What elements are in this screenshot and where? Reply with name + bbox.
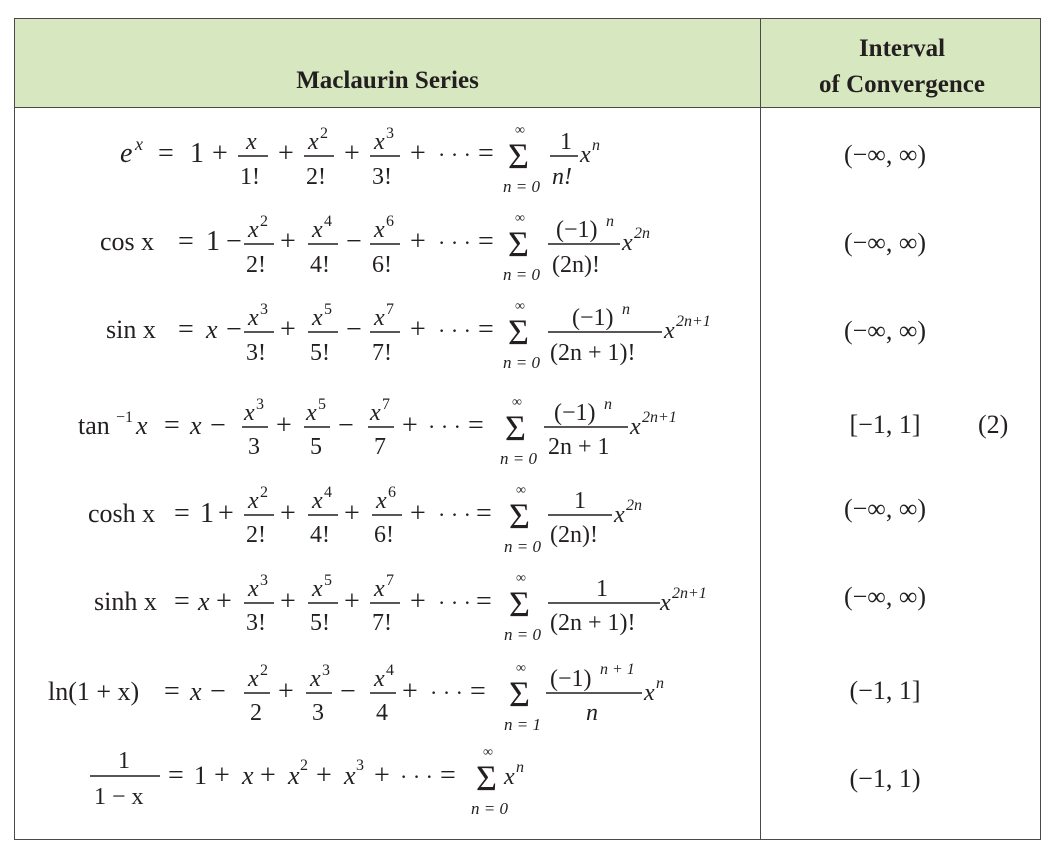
plus-sign: + <box>280 586 296 617</box>
den-1-minus-x: 1 − x <box>94 784 144 810</box>
num-1: 1 <box>560 129 572 155</box>
num-x6: x <box>376 488 387 514</box>
minus-sign: − <box>340 676 356 707</box>
eq-sign: = <box>476 498 492 529</box>
num-x5: x <box>306 400 317 426</box>
sigma-lower: n = 1 <box>504 715 541 734</box>
dots: · · · <box>430 680 463 705</box>
plus-sign: + <box>280 226 296 257</box>
num-x3: x <box>310 666 321 692</box>
sigma-upper-inf: ∞ <box>516 483 526 498</box>
sup-n: n <box>622 301 630 318</box>
sigma-upper-inf: ∞ <box>515 123 525 138</box>
x-term: x <box>580 142 591 168</box>
minus-sign: − <box>338 410 354 441</box>
term-one: 1 <box>190 138 204 169</box>
sigma-icon: Σ <box>508 136 529 176</box>
num-x7: x <box>374 576 385 602</box>
sup-x: x <box>135 134 143 154</box>
num-x3: x <box>248 305 259 331</box>
den-2n1: 2n + 1 <box>548 434 610 460</box>
sup-4: 4 <box>324 213 332 230</box>
den-2nfact: (2n)! <box>552 252 600 278</box>
formula-exp <box>120 118 720 208</box>
term-one: 1 <box>194 761 207 790</box>
den-7: 7 <box>374 434 386 460</box>
num-x3: x <box>248 576 259 602</box>
den-n: n <box>586 700 598 726</box>
lhs-e: e <box>120 138 133 169</box>
sup-2: 2 <box>260 484 268 501</box>
num-x3: x <box>244 400 255 426</box>
term-one: 1 <box>200 498 214 529</box>
sup-2: 2 <box>260 662 268 679</box>
x-term: x <box>664 318 675 344</box>
sup-6: 6 <box>388 484 396 501</box>
formula-sin <box>106 294 746 384</box>
eq-sign: = <box>478 226 494 257</box>
lhs-cos: cos x <box>100 227 155 256</box>
sup-3: 3 <box>356 757 364 774</box>
sup-n: n <box>604 396 612 413</box>
formula-geometric <box>90 738 650 828</box>
term-x3: x <box>344 761 356 790</box>
plus-sign: + <box>280 498 296 529</box>
formula-sinh <box>94 560 734 650</box>
eq-sign: = <box>468 410 484 441</box>
den-7fact: 7! <box>372 340 392 366</box>
num-x7: x <box>370 400 381 426</box>
den-6fact: 6! <box>374 522 394 548</box>
equation-number: (2) <box>978 410 1009 439</box>
sigma-lower: n = 0 <box>500 449 537 468</box>
x-term: x <box>622 230 633 256</box>
sup-2n: 2n <box>634 225 650 242</box>
den-4fact: 4! <box>310 252 330 278</box>
plus-sign: + <box>410 226 426 257</box>
minus-sign: − <box>226 226 242 257</box>
den-4: 4 <box>376 700 388 726</box>
sigma-upper-inf: ∞ <box>516 661 526 676</box>
term-x: x <box>242 761 254 790</box>
den-3fact: 3! <box>372 164 392 190</box>
plus-sign: + <box>410 314 426 345</box>
num-x2: x <box>248 217 259 243</box>
sup-neg1: −1 <box>116 409 134 426</box>
num-1: 1 <box>574 488 586 514</box>
formula-arctan <box>78 384 718 474</box>
lhs-sin: sin x <box>106 315 156 344</box>
eq-sign: = <box>158 138 174 169</box>
sup-3: 3 <box>386 125 394 142</box>
num-x5: x <box>312 305 323 331</box>
sigma-lower: n = 0 <box>503 177 540 196</box>
den-7fact: 7! <box>372 610 392 636</box>
plus-sign: + <box>344 586 360 617</box>
eq-sign: = <box>478 138 494 169</box>
sup-3: 3 <box>260 301 268 318</box>
sigma-icon: Σ <box>508 312 529 352</box>
sup-n1: n + 1 <box>600 661 635 678</box>
sup-3: 3 <box>322 662 330 679</box>
eq-sign: = <box>174 586 190 617</box>
den-2fact: 2! <box>246 522 266 548</box>
term-x: x <box>190 677 202 706</box>
num-x2: x <box>248 488 259 514</box>
header-interval-line2: of Convergence <box>819 71 985 98</box>
sup-4: 4 <box>386 662 394 679</box>
num-x4: x <box>312 488 323 514</box>
sigma-lower: n = 0 <box>471 799 508 818</box>
den-nfact: n! <box>552 164 572 190</box>
den-1fact: 1! <box>240 164 260 190</box>
plus-sign: + <box>410 498 426 529</box>
sup-7: 7 <box>386 572 394 589</box>
x-term: x <box>630 414 641 440</box>
sup-n: n <box>656 675 664 692</box>
den-2n1fact: (2n + 1)! <box>550 610 636 636</box>
num-x6: x <box>374 217 385 243</box>
den-2n1fact: (2n + 1)! <box>550 340 636 366</box>
plus-sign: + <box>316 760 332 791</box>
sigma-lower: n = 0 <box>503 265 540 284</box>
term-x: x <box>206 315 218 344</box>
num-neg1: (−1) <box>554 400 596 426</box>
term-one: 1 <box>206 226 220 257</box>
num-x3: x <box>374 129 385 155</box>
eq-sign: = <box>164 676 180 707</box>
sigma-lower: n = 0 <box>504 625 541 644</box>
minus-sign: − <box>210 676 226 707</box>
term-x2: x <box>288 761 300 790</box>
den-3fact: 3! <box>246 340 266 366</box>
sup-n: n <box>606 213 614 230</box>
den-6fact: 6! <box>372 252 392 278</box>
eq-sign: = <box>440 760 456 791</box>
plus-sign: + <box>214 760 230 791</box>
sigma-upper-inf: ∞ <box>515 299 525 314</box>
sup-2n1: 2n+1 <box>672 585 707 602</box>
sigma-icon: Σ <box>476 758 497 798</box>
den-2fact: 2! <box>306 164 326 190</box>
sup-5: 5 <box>324 572 332 589</box>
den-2nfact: (2n)! <box>550 522 598 548</box>
x-term: x <box>504 764 515 790</box>
sigma-lower: n = 0 <box>503 353 540 372</box>
eq-sign: = <box>476 586 492 617</box>
den-2: 2 <box>250 700 262 726</box>
den-3: 3 <box>248 434 260 460</box>
minus-sign: − <box>210 410 226 441</box>
plus-sign: + <box>374 760 390 791</box>
eq-sign: = <box>164 410 180 441</box>
sup-5: 5 <box>324 301 332 318</box>
num-neg1: (−1) <box>572 305 614 331</box>
formula-cosh <box>88 472 708 562</box>
plus-sign: + <box>280 314 296 345</box>
interval-sin: (−∞, ∞) <box>843 316 927 345</box>
eq-sign: = <box>178 314 194 345</box>
dots: · · · <box>438 318 471 343</box>
eq-sign: = <box>478 314 494 345</box>
x-term: x <box>644 680 655 706</box>
den-5fact: 5! <box>310 610 330 636</box>
dots: · · · <box>428 414 461 439</box>
sigma-upper-inf: ∞ <box>516 571 526 586</box>
sigma-icon: Σ <box>508 224 529 264</box>
plus-sign: + <box>344 138 360 169</box>
sigma-upper-inf: ∞ <box>515 211 525 226</box>
sup-2: 2 <box>300 757 308 774</box>
minus-sign: − <box>226 314 242 345</box>
plus-sign: + <box>344 498 360 529</box>
header-interval-line1: Interval <box>858 35 946 62</box>
dots: · · · <box>438 142 471 167</box>
dots: · · · <box>438 502 471 527</box>
sigma-lower: n = 0 <box>504 537 541 556</box>
plus-sign: + <box>402 676 418 707</box>
sup-2n1: 2n+1 <box>642 409 677 426</box>
sigma-icon: Σ <box>505 408 526 448</box>
num-neg1: (−1) <box>550 666 592 692</box>
minus-sign: − <box>346 226 362 257</box>
den-2fact: 2! <box>246 252 266 278</box>
sup-2n1: 2n+1 <box>676 313 711 330</box>
lhs-sinh: sinh x <box>94 587 157 616</box>
dots: · · · <box>400 764 433 789</box>
interval-cosh: (−∞, ∞) <box>843 494 927 523</box>
lhs-ln: ln(1 + x) <box>48 677 140 706</box>
num-x4: x <box>312 217 323 243</box>
num-neg1: (−1) <box>556 217 598 243</box>
dots: · · · <box>438 230 471 255</box>
num-1: 1 <box>118 748 130 774</box>
sigma-upper-inf: ∞ <box>512 395 522 410</box>
sigma-icon: Σ <box>509 584 530 624</box>
interval-exp: (−∞, ∞) <box>843 140 927 169</box>
num-x4: x <box>374 666 385 692</box>
den-5: 5 <box>310 434 322 460</box>
interval-arctan: [−1, 1] <box>849 410 921 439</box>
term-x: x <box>190 411 202 440</box>
interval-sinh: (−∞, ∞) <box>843 582 927 611</box>
sup-5: 5 <box>318 396 326 413</box>
x-term: x <box>660 590 671 616</box>
dots: · · · <box>438 590 471 615</box>
num-x2: x <box>248 666 259 692</box>
num-x7: x <box>374 305 385 331</box>
plus-sign: + <box>410 138 426 169</box>
header-maclaurin-series: Maclaurin Series <box>296 67 479 94</box>
plus-sign: + <box>278 138 294 169</box>
sigma-icon: Σ <box>509 674 530 714</box>
sup-3: 3 <box>260 572 268 589</box>
eq-sign: = <box>178 226 194 257</box>
formula-ln <box>48 650 708 740</box>
sup-6: 6 <box>386 213 394 230</box>
num-1: 1 <box>596 576 608 602</box>
sup-2: 2 <box>320 125 328 142</box>
eq-sign: = <box>168 760 184 791</box>
table-header <box>15 19 1040 108</box>
lhs-cosh: cosh x <box>88 499 156 528</box>
eq-sign: = <box>470 676 486 707</box>
den-5fact: 5! <box>310 340 330 366</box>
sup-n: n <box>592 137 600 154</box>
sup-7: 7 <box>386 301 394 318</box>
sigma-upper-inf: ∞ <box>483 745 493 760</box>
interval-cos: (−∞, ∞) <box>843 228 927 257</box>
sup-2n: 2n <box>626 497 642 514</box>
sup-4: 4 <box>324 484 332 501</box>
sup-2: 2 <box>260 213 268 230</box>
plus-sign: + <box>212 138 228 169</box>
plus-sign: + <box>410 586 426 617</box>
minus-sign: − <box>346 314 362 345</box>
formula-cos <box>100 206 720 296</box>
plus-sign: + <box>276 410 292 441</box>
term-x: x <box>198 587 210 616</box>
interval-geometric: (−1, 1) <box>849 764 921 793</box>
sup-n: n <box>516 759 524 776</box>
den-3: 3 <box>312 700 324 726</box>
header-interval-of-convergence <box>762 31 1042 103</box>
plus-sign: + <box>216 586 232 617</box>
plus-sign: + <box>260 760 276 791</box>
num-x2: x <box>308 129 319 155</box>
plus-sign: + <box>278 676 294 707</box>
sup-3: 3 <box>256 396 264 413</box>
lhs-tan: tan <box>78 411 110 440</box>
x-term: x <box>614 502 625 528</box>
interval-ln: (−1, 1] <box>849 676 921 705</box>
plus-sign: + <box>402 410 418 441</box>
sigma-icon: Σ <box>509 496 530 536</box>
plus-sign: + <box>218 498 234 529</box>
sup-7: 7 <box>382 396 390 413</box>
num-x5: x <box>312 576 323 602</box>
lhs-tan-x: x <box>136 411 148 440</box>
den-3fact: 3! <box>246 610 266 636</box>
num-x: x <box>246 129 257 155</box>
den-4fact: 4! <box>310 522 330 548</box>
eq-sign: = <box>174 498 190 529</box>
